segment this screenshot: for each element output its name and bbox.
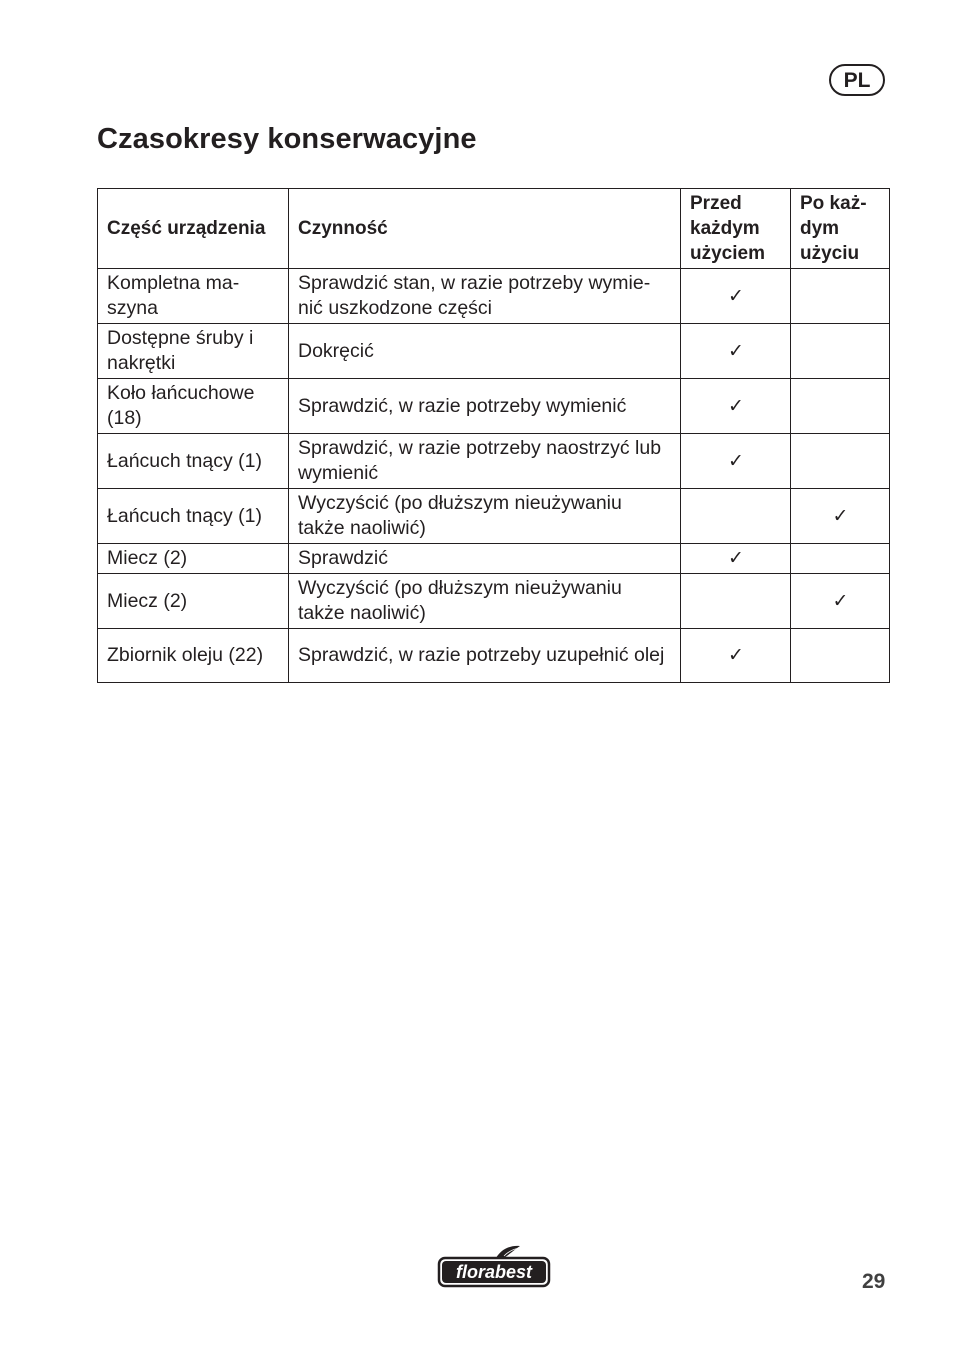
table-row <box>98 434 890 489</box>
check-icon: ✓ <box>681 324 791 379</box>
cell-after <box>791 434 890 489</box>
cell-action: Sprawdzić, w razie potrzeby wymienić <box>289 379 681 434</box>
cell-action: Dokręcić <box>289 324 681 379</box>
page-number: 29 <box>862 1270 886 1293</box>
check-icon: ✓ <box>791 489 890 544</box>
cell-action: Wyczyścić (po dłuższym nieużywaniu także naoliwić) <box>289 489 681 544</box>
logo-text: florabest <box>455 1262 533 1282</box>
cell-part: Łańcuch tnący (1) <box>98 434 289 489</box>
cell-action: Sprawdzić <box>289 544 681 574</box>
table-row <box>98 324 890 379</box>
cell-action: Wyczyścić (po dłuższym nieużywaniu także naoliwić) <box>289 574 681 629</box>
cell-after <box>791 629 890 683</box>
page-title: Czasokresy konserwacyjne <box>97 123 477 155</box>
maintenance-table <box>97 188 890 683</box>
table-row <box>98 629 890 683</box>
cell-action: Sprawdzić, w razie potrzeby uzupełnić olej <box>289 629 681 683</box>
cell-after <box>791 544 890 574</box>
header-after-use: Po każ- dym użyciu <box>791 189 890 269</box>
table-row <box>98 544 890 574</box>
check-icon: ✓ <box>681 629 791 683</box>
cell-after <box>791 324 890 379</box>
cell-before <box>681 489 791 544</box>
table-header-row <box>98 189 890 269</box>
cell-part: Zbiornik oleju (22) <box>98 629 289 683</box>
check-icon: ✓ <box>681 269 791 324</box>
check-icon: ✓ <box>681 544 791 574</box>
florabest-logo <box>436 1244 554 1290</box>
cell-action: Sprawdzić, w razie potrzeby naostrzyć lub wymienić <box>289 434 681 489</box>
table-row <box>98 574 890 629</box>
table-row <box>98 269 890 324</box>
cell-after <box>791 379 890 434</box>
cell-part: Koło łańcuchowe (18) <box>98 379 289 434</box>
language-badge: PL <box>829 64 885 96</box>
cell-action: Sprawdzić stan, w razie potrzeby wymie- nić uszkodzone części <box>289 269 681 324</box>
table-row <box>98 489 890 544</box>
header-part: Część urządzenia <box>98 189 289 269</box>
table-row <box>98 379 890 434</box>
check-icon: ✓ <box>681 434 791 489</box>
cell-part: Miecz (2) <box>98 544 289 574</box>
check-icon: ✓ <box>681 379 791 434</box>
cell-part: Miecz (2) <box>98 574 289 629</box>
check-icon: ✓ <box>791 574 890 629</box>
cell-before <box>681 574 791 629</box>
header-before-use: Przed każdym użyciem <box>681 189 791 269</box>
cell-part: Łańcuch tnący (1) <box>98 489 289 544</box>
cell-part: Kompletna ma- szyna <box>98 269 289 324</box>
header-action: Czynność <box>289 189 681 269</box>
cell-after <box>791 269 890 324</box>
cell-part: Dostępne śruby i nakrętki <box>98 324 289 379</box>
